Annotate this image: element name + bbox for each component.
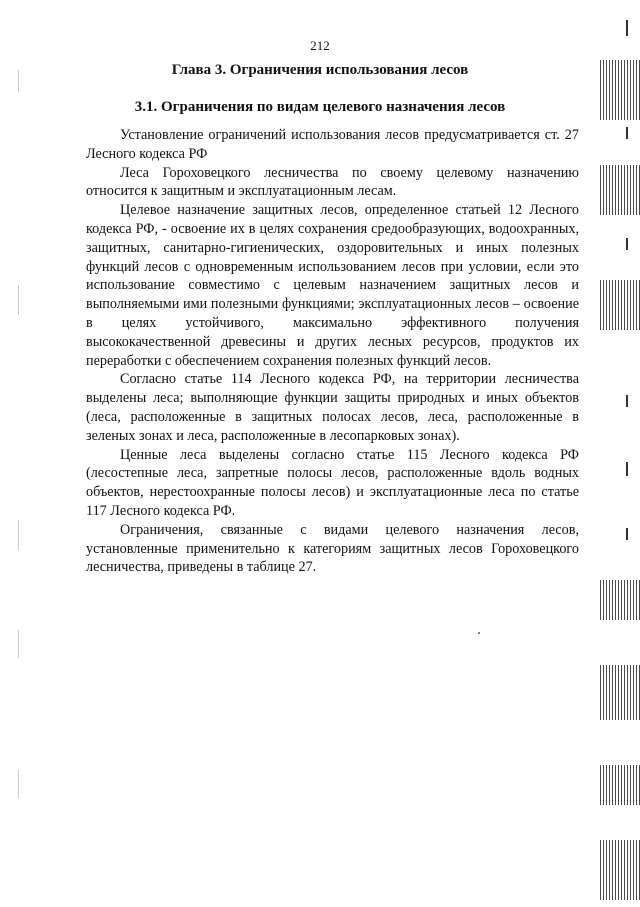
paragraph: Ограничения, связанные с видами целевого назначения лесов, установленные применительно к категориям защитных лесов Гороховецкого лесничества, приведены в таблице 27. xyxy=(86,521,579,576)
scan-noise xyxy=(600,280,640,330)
scan-mark xyxy=(18,70,19,92)
chapter-title: Глава 3. Ограничения использования лесов xyxy=(171,62,469,78)
scan-noise xyxy=(600,840,640,900)
paragraph: Согласно статье 114 Лесного кодекса РФ, на территории лесничества выделены леса; выполняющие функции защиты природных и иных объектов (леса, расположенные в защитных полосах лесов, леса, расположенные в зеленых зонах и леса, расположенные в лесопарковых зонах). xyxy=(86,371,579,444)
scan-tick xyxy=(626,528,628,540)
scan-noise xyxy=(600,665,640,720)
scan-tick xyxy=(626,127,628,139)
scan-edge-artifacts xyxy=(592,0,640,907)
scan-noise xyxy=(600,165,640,215)
scan-noise xyxy=(600,60,640,120)
scan-mark xyxy=(18,285,19,315)
page-number: 212 xyxy=(310,38,330,53)
scan-mark xyxy=(18,770,19,798)
paragraph: Леса Гороховецкого лесничества по своему целевому назначению относится к защитным и эксплуатационным лесам. xyxy=(86,164,579,200)
scan-mark xyxy=(18,630,19,658)
paragraph: Установление ограничений использования лесов предусматривается ст. 27 Лесного кодекса РФ xyxy=(86,127,579,162)
scan-tick xyxy=(626,462,628,476)
scan-noise xyxy=(600,765,640,805)
scan-mark xyxy=(18,520,19,550)
scan-noise xyxy=(600,580,640,620)
paragraph: Целевое назначение защитных лесов, определенное статьей 12 Лесного кодекса РФ, - освоение их в целях сохранения средообразующих, водоохранных, защитных, санитарно-гигиенических, оздоровительных и иных полезных функций лесов с одновременным использованием лесов при условии, если это использование совместимо с целевым назначением защитных лесов и выполняемыми ими полезными функциями; эксплуатационных лесов – освоение в целях устойчивого, максимально эффективного получения высококачественной древесины и других лесных ресурсов, продуктов их переработки с обеспечением сохранения полезных функций лесов. xyxy=(86,202,579,369)
section-title: 3.1. Ограничения по видам целевого назначения лесов xyxy=(134,99,506,115)
body-text xyxy=(86,126,579,577)
scan-tick xyxy=(626,395,628,407)
scan-tick xyxy=(626,238,628,250)
scan-tick xyxy=(626,20,628,36)
paragraph: Ценные леса выделены согласно статье 115 Лесного кодекса РФ (лесостепные леса, запретные полосы лесов, расположенные вдоль водных объектов, нерестоохранные полосы лесов) и эксплуатационные леса по статье 117 Лесного кодекса РФ. xyxy=(86,446,579,519)
scan-dot xyxy=(478,632,480,634)
